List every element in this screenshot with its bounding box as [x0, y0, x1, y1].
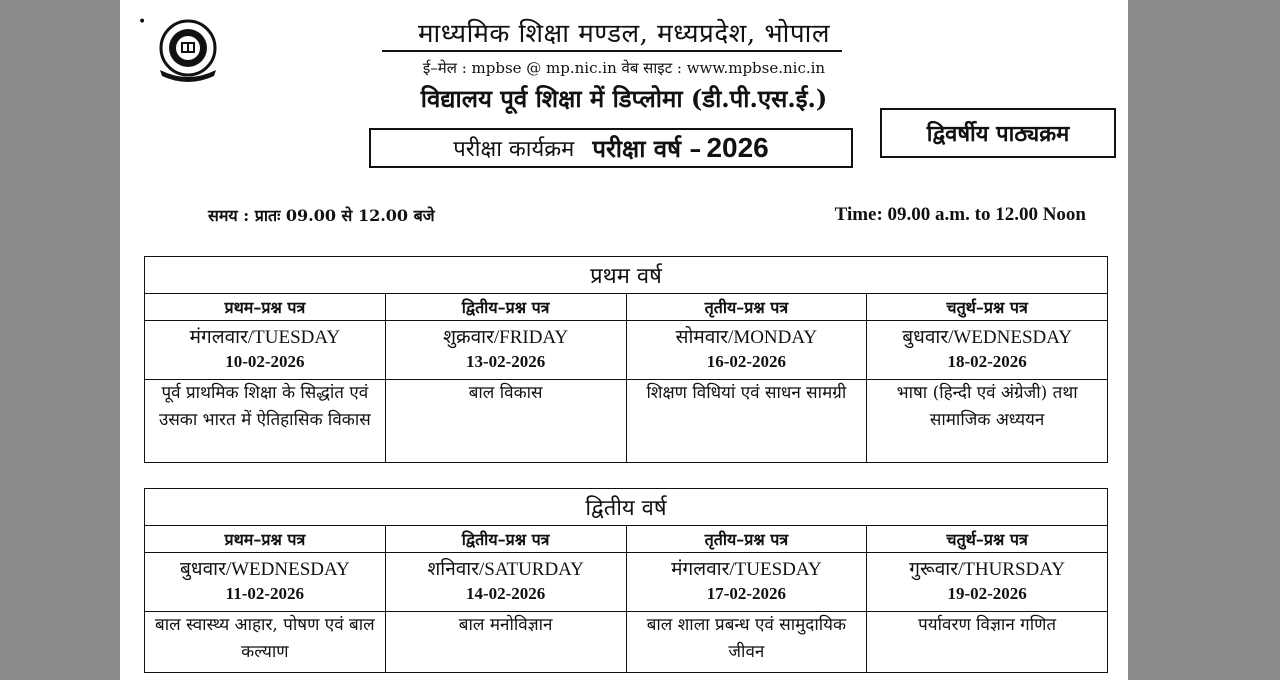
column-header: चतुर्थ–प्रश्न पत्र	[867, 526, 1108, 553]
exam-day: मंगलवार/TUESDAY	[671, 559, 822, 580]
exam-day-cell	[867, 553, 1108, 612]
exam-day: शनिवार/SATURDAY	[427, 559, 584, 580]
column-header: प्रथम–प्रश्न पत्र	[145, 526, 386, 553]
exam-day: बुधवार/WEDNESDAY	[902, 327, 1072, 348]
exam-date: 11-02-2026	[225, 584, 305, 603]
contact-line: ई–मेल : mpbse @ mp.nic.in वेब साइट : www.mpbse.nic.in	[422, 59, 826, 77]
timing-english: Time: 09.00 a.m. to 12.00 Noon	[834, 204, 1086, 225]
subject-cell: बाल विकास	[385, 380, 626, 463]
exam-date: 14-02-2026	[465, 584, 546, 603]
exam-year-label: परीक्षा वर्ष –	[592, 133, 702, 163]
exam-day-cell	[385, 321, 626, 380]
exam-day: बुधवार/WEDNESDAY	[180, 559, 350, 580]
subject-cell: बाल स्वास्थ्य आहार, पोषण एवं बाल कल्याण	[145, 612, 386, 673]
column-header: द्वितीय–प्रश्न पत्र	[385, 294, 626, 321]
exam-date: 17-02-2026	[706, 584, 787, 603]
exam-label: परीक्षा कार्यक्रम	[453, 137, 575, 162]
exam-day-cell	[626, 321, 867, 380]
subject-cell: भाषा (हिन्दी एवं अंग्रेजी) तथा सामाजिक अध्ययन	[867, 380, 1108, 463]
course-type-box: द्विवर्षीय पाठ्यक्रम	[880, 108, 1116, 158]
subject-cell: पूर्व प्राथमिक शिक्षा के सिद्धांत एवं उसका भारत में ऐतिहासिक विकास	[145, 380, 386, 463]
exam-date: 10-02-2026	[225, 352, 305, 371]
column-header: तृतीय–प्रश्न पत्र	[626, 526, 867, 553]
exam-day-cell	[385, 553, 626, 612]
exam-date: 13-02-2026	[465, 352, 546, 371]
document-page: • माध्यमिक शिक्षा मण्डल, मध्यप्रदेश, भोपाल ई–मेल : mpbse @ mp.nic.in वेब साइट : www.mpbse.nic.in विद्यालय पूर्व शिक्षा में डिप्लोमा (डी.पी.एस.ई.) परीक्षा कार्यक्रम परीक्षा वर्ष – 2026 द्विवर्षीय पाठ्यक्रम समय : प्रातः 09.00 से 12.00 बजे Time: 09.00 a.m. to 12.00 Noon प्रथम वर्ष प्रथम–प्रश्न पत्र द्वितीय–प्रश्न पत्र तृतीय–प्रश्न पत्र चतुर्थ–प्रश्न पत्र मंगलवार/TUESDAY 10-02-2026 शुक्रवार/FRIDAY 13-02-2026 सोमवार/MONDAY 16-02-2026 बुधवार/WEDNESDAY 18-02-2026 पूर्व प्राथमिक शिक्षा के सिद्धांत एवं उसका भारत में ऐतिहासिक विकास बाल विकास शिक्षण विधियां एवं साधन सामग्री भाषा (हिन्दी एवं अंग्रेजी) तथा सामाजिक अध्ययन द्वितीय वर्ष प्रथम–प्रश्न पत्र द्वितीय–प्रश्न पत्र तृतीय–प्रश्न पत्र चतुर्थ–प्रश्न पत्र बुधवार/WEDNESDAY 11-02-2026 शनिवार/SATURDAY 14-02-2026 मंगलवार/TUESDAY 17-02-2026 गुरूवार/THURSDAY 19-02-2026 बाल स्वास्थ्य आहार, पोषण एवं बाल कल्याण बाल मनोविज्ञान बाल शाला प्रबन्ध एवं सामुदायिक जीवन पर्यावरण विज्ञान गणित	[120, 0, 1128, 680]
title-underline	[382, 50, 842, 52]
exam-day-cell	[867, 321, 1108, 380]
exam-date: 18-02-2026	[947, 352, 1027, 371]
exam-schedule-box	[369, 128, 853, 168]
exam-day: शुक्रवार/FRIDAY	[443, 327, 569, 348]
exam-date: 19-02-2026	[947, 584, 1027, 603]
column-header: द्वितीय–प्रश्न पत्र	[385, 526, 626, 553]
year1-title: प्रथम वर्ष	[145, 257, 1108, 294]
timing-hindi: समय : प्रातः 09.00 से 12.00 बजे	[208, 206, 435, 225]
column-header: चतुर्थ–प्रश्न पत्र	[867, 294, 1108, 321]
subject-cell: बाल शाला प्रबन्ध एवं सामुदायिक जीवन	[626, 612, 867, 673]
exam-day-cell	[145, 321, 386, 380]
year1-schedule-table	[144, 256, 1108, 463]
exam-year: 2026	[706, 131, 769, 163]
exam-day-cell	[145, 553, 386, 612]
exam-day: गुरूवार/THURSDAY	[909, 559, 1065, 580]
year2-schedule-table	[144, 488, 1108, 673]
column-header: तृतीय–प्रश्न पत्र	[626, 294, 867, 321]
subject-cell: पर्यावरण विज्ञान गणित	[867, 612, 1108, 673]
exam-date: 16-02-2026	[706, 352, 787, 371]
exam-day: मंगलवार/TUESDAY	[189, 327, 341, 348]
diploma-title: विद्यालय पूर्व शिक्षा में डिप्लोमा (डी.पी.एस.ई.)	[420, 84, 828, 113]
exam-day: सोमवार/MONDAY	[675, 327, 818, 348]
board-title: माध्यमिक शिक्षा मण्डल, मध्यप्रदेश, भोपाल	[417, 19, 831, 49]
column-header: प्रथम–प्रश्न पत्र	[145, 294, 386, 321]
exam-day-cell	[626, 553, 867, 612]
subject-cell: बाल मनोविज्ञान	[385, 612, 626, 673]
year2-title: द्वितीय वर्ष	[145, 489, 1108, 526]
subject-cell: शिक्षण विधियां एवं साधन सामग्री	[626, 380, 867, 463]
